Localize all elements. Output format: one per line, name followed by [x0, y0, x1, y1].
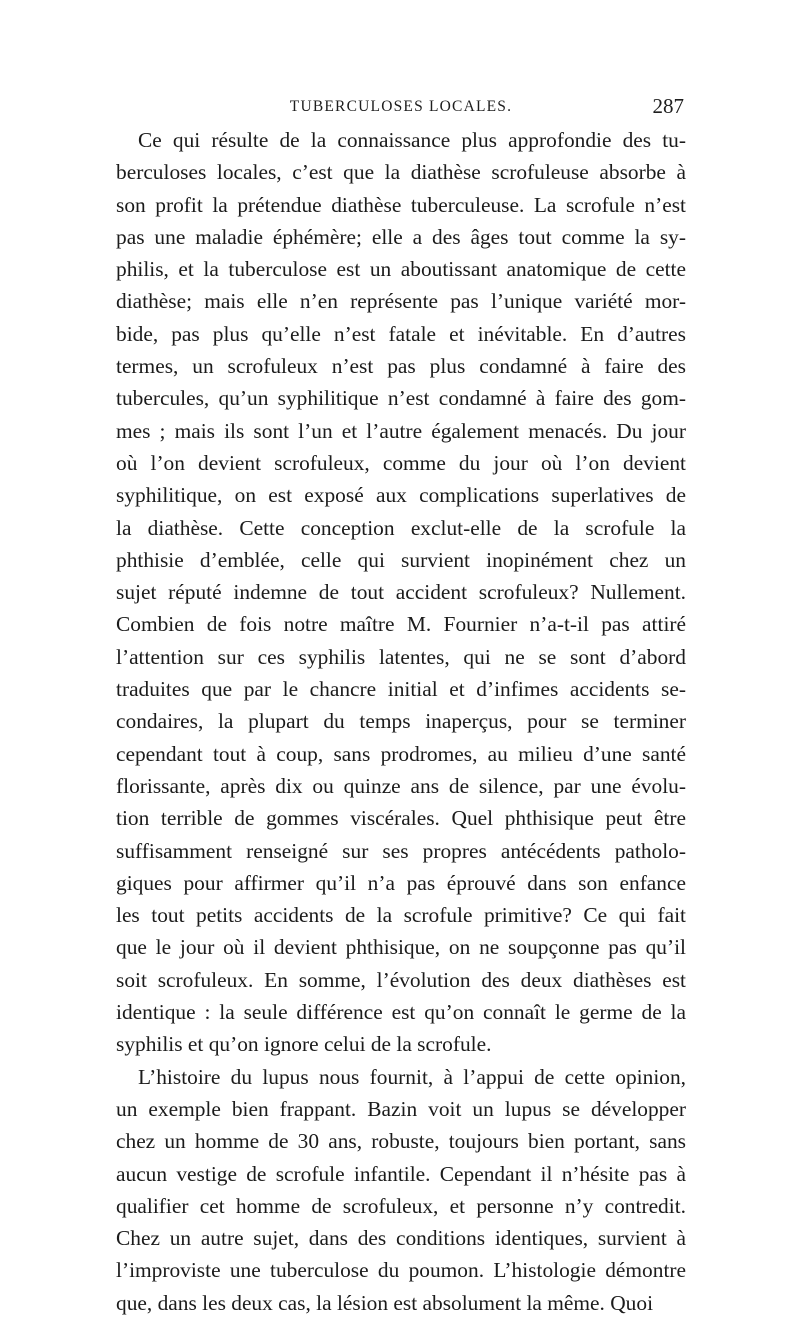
text-line: sujet réputé indemne de tout accident scrofuleux? Nullement.: [116, 580, 686, 605]
text-line: philis, et la tuberculose est un aboutissant anatomique de cette: [116, 257, 686, 282]
text-line: pas une maladie éphémère; elle a des âges tout comme la sy-: [116, 224, 686, 249]
running-title: TUBERCULOSES LOCALES.: [289, 98, 513, 115]
text-line: Ce qui résulte de la connaissance plus approfondie des tu-: [138, 128, 686, 152]
text-line: un exemple bien frappant. Bazin voit un lupus se développer: [116, 1096, 686, 1121]
text-line: mes ; mais ils sont l’un et l’autre également menacés. Du jour: [116, 418, 686, 443]
body-text: [116, 124, 686, 1319]
text-line: traduites que par le chancre initial et d’infimes accidents se-: [116, 677, 686, 702]
text-line: giques pour affirmer qu’il n’a pas éprouvé dans son enfance: [116, 870, 686, 895]
text-line: l’improviste une tuberculose du poumon. L’histologie démontre: [116, 1258, 686, 1283]
text-line: soit scrofuleux. En somme, l’évolution des deux diathèses est: [116, 967, 686, 992]
text-line: Combien de fois notre maître M. Fournier n’a-t-il pas attiré: [116, 612, 686, 637]
page-number: 287: [652, 94, 684, 118]
text-line: phthisie d’emblée, celle qui survient inopinément chez un: [116, 547, 686, 572]
text-line: tion terrible de gommes viscérales. Quel phthisique peut être: [116, 806, 686, 831]
text-line: que le jour où il devient phthisique, on ne soupçonne pas qu’il: [116, 935, 686, 960]
text-line: son profit la prétendue diathèse tuberculeuse. La scrofule n’est: [116, 192, 686, 217]
text-line: berculoses locales, c’est que la diathèse scrofuleuse absorbe à: [116, 160, 686, 185]
text-line: la diathèse. Cette conception exclut-elle de la scrofule la: [116, 515, 686, 540]
text-line: Chez un autre sujet, dans des conditions identiques, survient à: [116, 1226, 686, 1251]
text-line: cependant tout à coup, sans prodromes, au milieu d’une santé: [116, 741, 686, 766]
text-line: qualifier cet homme de scrofuleux, et personne n’y contredit.: [116, 1193, 686, 1218]
text-line: florissante, après dix ou quinze ans de silence, par une évolu-: [116, 773, 686, 798]
text-line: termes, un scrofuleux n’est pas plus condamné à faire des: [116, 354, 686, 379]
running-head: [118, 94, 684, 124]
paragraph: [116, 124, 686, 1061]
text-line: tubercules, qu’un syphilitique n’est condamné à faire des gom-: [116, 386, 686, 411]
text-line: identique : la seule différence est qu’on connaît le germe de la: [116, 1000, 686, 1025]
text-line: aucun vestige de scrofule infantile. Cependant il n’hésite pas à: [116, 1161, 686, 1186]
text-line: syphilis et qu’on ignore celui de la scrofule.: [116, 1032, 492, 1057]
text-line: L’histoire du lupus nous fournit, à l’appui de cette opinion,: [138, 1064, 686, 1089]
text-line: suffisamment renseigné sur ses propres antécédents patholo-: [116, 838, 686, 863]
paragraph: [116, 1061, 686, 1319]
text-line: l’attention sur ces syphilis latentes, qui ne se sont d’abord: [116, 644, 686, 669]
text-line: chez un homme de 30 ans, robuste, toujours bien portant, sans: [116, 1129, 686, 1154]
text-line: où l’on devient scrofuleux, comme du jour où l’on devient: [116, 450, 686, 475]
text-line: bide, pas plus qu’elle n’est fatale et inévitable. En d’autres: [116, 321, 686, 346]
text-line: condaires, la plupart du temps inaperçus, pour se terminer: [116, 709, 686, 734]
text-line: que, dans les deux cas, la lésion est absolument la même. Quoi: [116, 1290, 654, 1315]
text-line: diathèse; mais elle n’en représente pas l’unique variété mor-: [116, 289, 686, 314]
text-line: les tout petits accidents de la scrofule primitive? Ce qui fait: [116, 903, 686, 928]
text-line: syphilitique, on est exposé aux complications superlatives de: [116, 483, 686, 508]
